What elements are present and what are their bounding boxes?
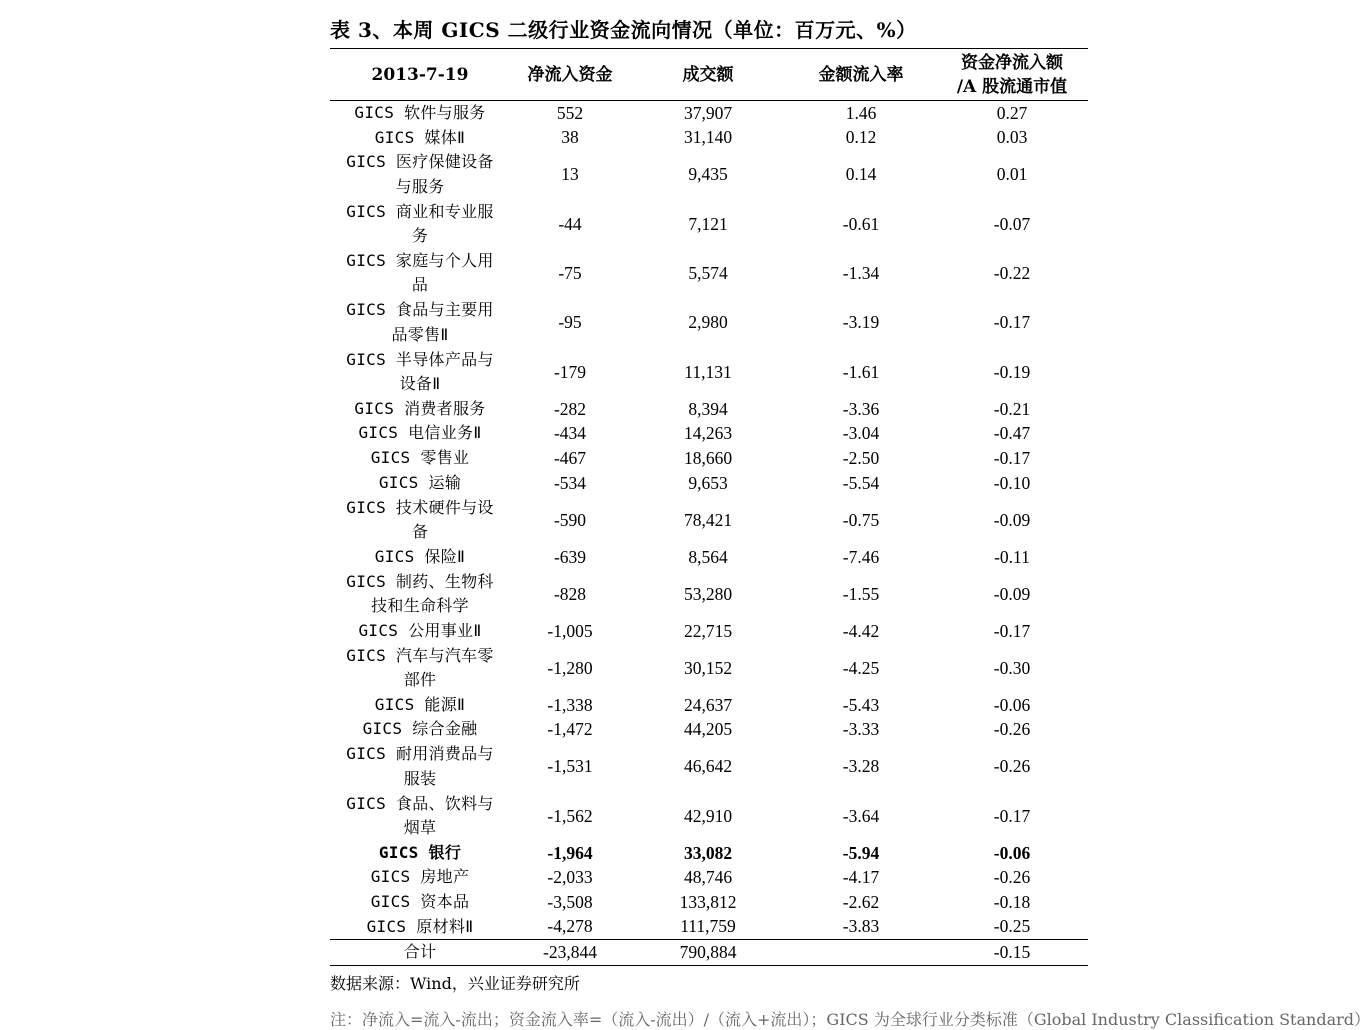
industry-name-line1: GICS 制药、生物科 — [346, 571, 494, 591]
turnover-cell: 37,907 — [683, 102, 733, 123]
ratio-cell: -0.22 — [993, 262, 1031, 283]
turnover-cell: 7,121 — [688, 213, 728, 234]
inflow-rate-cell: -5.94 — [842, 842, 880, 863]
table-row — [330, 126, 1088, 151]
ratio-cell: -0.09 — [993, 509, 1031, 530]
inflow-rate-cell: -4.17 — [842, 867, 880, 888]
industry-name-line2: 备 — [411, 522, 429, 542]
turnover-cell: 111,759 — [680, 916, 736, 937]
table-row — [330, 298, 1088, 347]
inflow-rate-cell: -5.43 — [842, 694, 880, 715]
turnover-cell: 18,660 — [683, 447, 733, 468]
table-row — [330, 249, 1088, 298]
industry-name — [330, 446, 510, 471]
industry-name-line1: GICS 耐用消费品与 — [346, 744, 494, 764]
net-inflow-cell: -3,508 — [547, 891, 593, 912]
industry-name — [330, 545, 510, 570]
table-row — [330, 865, 1088, 890]
net-inflow-cell: -1,472 — [547, 719, 593, 740]
net-inflow-cell: -2,033 — [547, 867, 593, 888]
industry-name-line1: GICS 电信业务Ⅱ — [358, 423, 482, 443]
inflow-rate-cell: -3.33 — [842, 719, 880, 740]
net-inflow-cell: -534 — [553, 472, 587, 493]
total-turnover: 790,884 — [679, 941, 737, 962]
industry-name-line1: GICS 技术硬件与设 — [346, 497, 494, 517]
inflow-rate-cell: -3.64 — [842, 805, 880, 826]
turnover-cell: 44,205 — [683, 719, 733, 740]
turnover-cell: 78,421 — [683, 509, 733, 530]
turnover-cell: 14,263 — [683, 423, 733, 444]
table-row — [330, 693, 1088, 718]
turnover-cell: 8,564 — [688, 546, 728, 567]
net-inflow-cell: -4,278 — [547, 916, 593, 937]
total-row — [330, 940, 1088, 966]
turnover-cell: 24,637 — [683, 694, 733, 715]
turnover-cell: 8,394 — [688, 398, 728, 419]
industry-name-line1: GICS 零售业 — [370, 448, 470, 468]
industry-name-line1: GICS 运输 — [378, 472, 462, 492]
industry-name-line2: 品零售Ⅱ — [391, 324, 449, 344]
header-turnover: 成交额 — [682, 64, 734, 85]
industry-name-line2: 技和生命科学 — [371, 596, 469, 616]
net-inflow-cell: 552 — [556, 102, 584, 123]
total-net-inflow: -23,844 — [543, 941, 597, 962]
header-net-inflow: 净流入资金 — [527, 64, 613, 85]
inflow-rate-cell: -3.04 — [842, 423, 880, 444]
inflow-rate-cell: -4.25 — [842, 657, 880, 678]
table-row — [330, 545, 1088, 570]
industry-name-line2: 与服务 — [395, 176, 445, 196]
industry-name-line1: GICS 医疗保健设备 — [346, 152, 494, 172]
total-inflow-rate — [786, 940, 936, 966]
industry-name-line1: GICS 消费者服务 — [354, 398, 486, 418]
ratio-cell: -0.26 — [993, 756, 1031, 777]
table-row — [330, 791, 1088, 840]
table-row — [330, 446, 1088, 471]
table-row — [330, 199, 1088, 248]
industry-name — [330, 643, 510, 692]
industry-name-line1: GICS 保险Ⅱ — [374, 546, 466, 566]
net-inflow-cell: -95 — [558, 312, 582, 333]
industry-name-line1: GICS 汽车与汽车零 — [346, 645, 494, 665]
table-row — [330, 569, 1088, 618]
table-row — [330, 150, 1088, 199]
table-row — [330, 742, 1088, 791]
turnover-cell: 11,131 — [684, 361, 732, 382]
industry-name — [330, 890, 510, 915]
report-table-section — [330, 14, 1370, 1030]
footnote: 注：净流入=流入-流出；资金流入率=（流入-流出）/（流入+流出）；GICS 为全球行业分类标准（Global Industry Classification Standard） — [330, 1009, 1370, 1029]
ratio-cell: -0.26 — [993, 719, 1031, 740]
ratio-cell: -0.18 — [993, 891, 1031, 912]
net-inflow-cell: -1,964 — [547, 842, 593, 863]
net-inflow-cell: -179 — [553, 361, 587, 382]
industry-name — [330, 126, 510, 151]
inflow-rate-cell: -3.19 — [842, 312, 880, 333]
industry-name-line2: 设备Ⅱ — [399, 374, 441, 394]
ratio-cell: 0.03 — [996, 127, 1028, 148]
industry-name-line1: GICS 房地产 — [370, 867, 470, 887]
table-row — [330, 915, 1088, 940]
industry-name — [330, 249, 510, 298]
inflow-rate-cell: -1.55 — [842, 583, 880, 604]
ratio-cell: -0.30 — [993, 657, 1031, 678]
inflow-rate-cell: 0.12 — [845, 127, 877, 148]
turnover-cell: 5,574 — [688, 262, 728, 283]
inflow-rate-cell: -5.54 — [842, 472, 880, 493]
turnover-cell: 46,642 — [683, 756, 733, 777]
ratio-cell: -0.25 — [993, 916, 1031, 937]
inflow-rate-cell: -2.50 — [842, 447, 880, 468]
table-row — [330, 101, 1088, 126]
inflow-rate-cell: -0.61 — [842, 213, 880, 234]
industry-name-line1: GICS 资本品 — [370, 892, 470, 912]
net-inflow-cell: 13 — [561, 164, 579, 185]
table-title: 表 3、本周 GICS 二级行业资金流向情况（单位：百万元、%） — [330, 18, 917, 42]
industry-name — [330, 101, 510, 126]
net-inflow-cell: -467 — [553, 447, 587, 468]
turnover-cell: 33,082 — [683, 842, 733, 863]
industry-name-line2: 烟草 — [403, 818, 437, 837]
inflow-rate-cell: -1.34 — [842, 262, 880, 283]
header-inflow-to-float-cap — [936, 49, 1088, 101]
industry-name-line1: GICS 银行 — [378, 842, 462, 862]
net-inflow-cell: -639 — [553, 546, 587, 567]
ratio-cell: -0.17 — [993, 620, 1031, 641]
ratio-cell: -0.11 — [994, 546, 1030, 567]
turnover-cell: 48,746 — [683, 867, 733, 888]
table-row — [330, 643, 1088, 692]
turnover-cell: 9,653 — [688, 472, 728, 493]
net-inflow-cell: -75 — [558, 262, 582, 283]
net-inflow-cell: -590 — [553, 509, 587, 530]
industry-name — [330, 421, 510, 446]
ratio-cell: -0.09 — [993, 583, 1031, 604]
industry-name — [330, 569, 510, 618]
industry-name-line2: 服装 — [403, 768, 437, 788]
net-inflow-cell: 38 — [561, 127, 579, 148]
net-inflow-cell: -1,005 — [547, 620, 593, 641]
inflow-rate-cell: -4.42 — [842, 620, 880, 641]
industry-name-line1: GICS 公用事业Ⅱ — [358, 620, 482, 640]
table-row — [330, 841, 1088, 866]
turnover-cell: 2,980 — [688, 312, 728, 333]
table-row — [330, 471, 1088, 496]
fund-flow-table — [330, 48, 1088, 966]
inflow-rate-cell: -3.36 — [842, 398, 880, 419]
net-inflow-cell: -44 — [558, 213, 582, 234]
industry-name — [330, 471, 510, 496]
industry-name-line1: GICS 综合金融 — [362, 719, 478, 739]
ratio-cell: -0.21 — [993, 398, 1031, 419]
industry-name — [330, 347, 510, 396]
industry-name — [330, 298, 510, 347]
net-inflow-cell: -828 — [553, 583, 587, 604]
industry-name-line1: GICS 半导体产品与 — [346, 349, 494, 369]
ratio-cell: -0.17 — [993, 447, 1031, 468]
inflow-rate-cell: 1.46 — [845, 102, 877, 123]
net-inflow-cell: -282 — [553, 398, 587, 419]
total-ratio: -0.15 — [993, 941, 1031, 962]
turnover-cell: 42,910 — [683, 805, 733, 826]
turnover-cell: 30,152 — [683, 657, 733, 678]
industry-name — [330, 619, 510, 644]
turnover-cell: 9,435 — [688, 164, 728, 185]
net-inflow-cell: -1,280 — [547, 657, 593, 678]
industry-name — [330, 915, 510, 940]
industry-name — [330, 841, 510, 866]
header-inflow-rate: 金额流入率 — [818, 64, 904, 85]
industry-name — [330, 150, 510, 199]
data-source: 数据来源：Wind，兴业证券研究所 — [330, 973, 580, 993]
header-date: 2013-7-19 — [371, 64, 469, 85]
industry-name — [330, 693, 510, 718]
industry-name — [330, 742, 510, 791]
industry-name-line1: GICS 原材料Ⅱ — [366, 916, 474, 936]
ratio-cell: 0.01 — [996, 164, 1028, 185]
industry-name — [330, 199, 510, 248]
net-inflow-cell: -1,531 — [547, 756, 593, 777]
table-row — [330, 890, 1088, 915]
inflow-rate-cell: -7.46 — [842, 546, 880, 567]
ratio-cell: -0.26 — [993, 867, 1031, 888]
industry-name-line1: GICS 软件与服务 — [354, 103, 486, 122]
industry-name-line2: 务 — [411, 226, 429, 246]
total-label: 合计 — [403, 942, 437, 962]
industry-name — [330, 865, 510, 890]
net-inflow-cell: -1,562 — [547, 805, 593, 826]
inflow-rate-cell: 0.14 — [845, 164, 877, 185]
inflow-rate-cell: -3.28 — [842, 756, 880, 777]
turnover-cell: 22,715 — [683, 620, 733, 641]
ratio-cell: 0.27 — [996, 102, 1028, 123]
ratio-cell: -0.17 — [993, 805, 1031, 826]
table-row — [330, 717, 1088, 742]
net-inflow-cell: -1,338 — [547, 694, 593, 715]
ratio-cell: -0.07 — [993, 213, 1031, 234]
ratio-cell: -0.19 — [993, 361, 1031, 382]
header-last-line2: /A 股流通市值 — [956, 76, 1068, 97]
turnover-cell: 31,140 — [683, 127, 733, 148]
inflow-rate-cell: -1.61 — [842, 361, 880, 382]
industry-name-line1: GICS 商业和专业服 — [346, 201, 494, 221]
table-row — [330, 619, 1088, 644]
table-header — [330, 49, 1088, 101]
turnover-cell: 53,280 — [683, 583, 733, 604]
industry-name-line2: 部件 — [403, 670, 437, 690]
table-row — [330, 495, 1088, 544]
ratio-cell: -0.17 — [993, 312, 1031, 333]
header-last-line1: 资金净流入额 — [961, 52, 1063, 73]
industry-name-line2: 品 — [411, 275, 429, 295]
ratio-cell: -0.10 — [993, 472, 1031, 493]
industry-name-line1: GICS 食品与主要用 — [346, 300, 494, 320]
industry-name-line1: GICS 食品、饮料与 — [346, 793, 494, 813]
industry-name-line1: GICS 媒体Ⅱ — [374, 127, 466, 147]
industry-name — [330, 717, 510, 742]
industry-name-line1: GICS 能源Ⅱ — [374, 694, 466, 714]
table-row — [330, 347, 1088, 396]
industry-name — [330, 495, 510, 544]
inflow-rate-cell: -2.62 — [842, 891, 880, 912]
table-body — [330, 101, 1088, 940]
ratio-cell: -0.47 — [993, 423, 1031, 444]
table-row — [330, 397, 1088, 422]
industry-name — [330, 791, 510, 840]
inflow-rate-cell: -3.83 — [842, 916, 880, 937]
turnover-cell: 133,812 — [679, 891, 737, 912]
industry-name — [330, 397, 510, 422]
table-row — [330, 421, 1088, 446]
industry-name-line1: GICS 家庭与个人用 — [346, 250, 494, 270]
ratio-cell: -0.06 — [993, 694, 1031, 715]
ratio-cell: -0.06 — [993, 842, 1031, 863]
net-inflow-cell: -434 — [553, 423, 587, 444]
inflow-rate-cell: -0.75 — [842, 509, 880, 530]
